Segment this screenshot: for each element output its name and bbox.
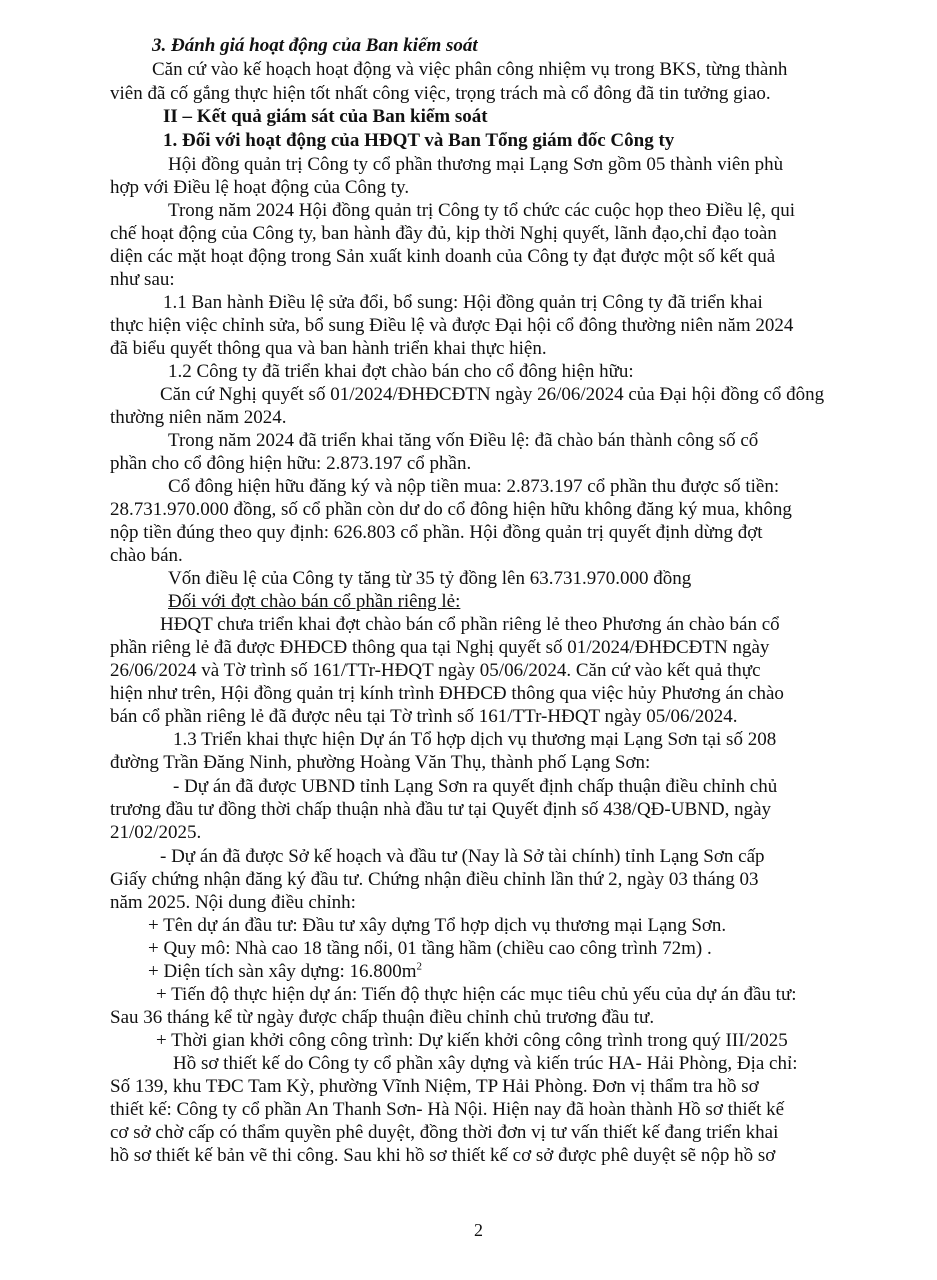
- text-line: 26/06/2024 và Tờ trình số 161/TTr-HĐQT ngày 05/06/2024. Căn cứ vào kết quả thực: [110, 660, 761, 681]
- text-line: Trong năm 2024 đã triển khai tăng vốn Điều lệ: đã chào bán thành công số cổ: [168, 430, 759, 451]
- text-line: trương đầu tư đồng thời chấp thuận nhà đầu tư tại Quyết định số 438/QĐ-UBND, ngày: [110, 799, 772, 820]
- text-line: thiết kế: Công ty cổ phần An Thanh Sơn- Hà Nội. Hiện nay đã hoàn thành Hồ sơ thiết kế: [110, 1099, 785, 1120]
- text-line: Giấy chứng nhận đăng ký đầu tư. Chứng nhận điều chỉnh lần thứ 2, ngày 03 tháng 03: [110, 869, 759, 890]
- text-line: diện các mặt hoạt động trong Sản xuất kinh doanh của Công ty đạt được một số kết quả: [110, 246, 776, 267]
- text-line: Vốn điều lệ của Công ty tăng từ 35 tỷ đồng lên 63.731.970.000 đồng: [168, 568, 692, 589]
- text-line: đường Trần Đăng Ninh, phường Hoàng Văn Thụ, thành phố Lạng Sơn:: [110, 752, 651, 773]
- text-line: viên đã cố gắng thực hiện tốt nhất công việc, trọng trách mà cổ đông đã tin tưởng giao.: [110, 83, 771, 104]
- text-line: như sau:: [110, 269, 175, 290]
- text-line: hiện như trên, Hội đồng quản trị kính trình ĐHĐCĐ thông qua việc hủy Phương án chào: [110, 683, 784, 704]
- text-line: chế hoạt động của Công ty, ban hành đầy đủ, kịp thời Nghị quyết, lãnh đạo,chỉ đạo toàn: [110, 223, 777, 244]
- text-line: + Tên dự án đầu tư: Đầu tư xây dựng Tổ hợp dịch vụ thương mại Lạng Sơn.: [148, 915, 727, 936]
- text-line: Hội đồng quản trị Công ty cổ phần thương mại Lạng Sơn gồm 05 thành viên phù: [168, 154, 784, 175]
- text-line: Trong năm 2024 Hội đồng quản trị Công ty tổ chức các cuộc họp theo Điều lệ, qui: [168, 200, 795, 221]
- text-line: HĐQT chưa triển khai đợt chào bán cổ phần riêng lẻ theo Phương án chào bán cổ: [160, 614, 780, 635]
- text-line: đã biểu quyết thông qua và ban hành triển khai thực hiện.: [110, 338, 547, 359]
- section-ii-heading: II – Kết quả giám sát của Ban kiểm soát: [163, 106, 488, 127]
- text-line: Hồ sơ thiết kế do Công ty cổ phần xây dựng và kiến trúc HA- Hải Phòng, Địa chỉ:: [173, 1053, 798, 1074]
- text-line: 1.1 Ban hành Điều lệ sửa đổi, bổ sung: Hội đồng quản trị Công ty đã triển khai: [163, 292, 763, 313]
- text-line: bán cổ phần riêng lẻ đã được nêu tại Tờ trình số 161/TTr-HĐQT ngày 05/06/2024.: [110, 706, 738, 727]
- text-line: Sau 36 tháng kể từ ngày được chấp thuận điều chỉnh chủ trương đầu tư.: [110, 1007, 655, 1028]
- text-line: 1.2 Công ty đã triển khai đợt chào bán cho cổ đông hiện hữu:: [168, 361, 634, 382]
- section-3-heading: 3. Đánh giá hoạt động của Ban kiểm soát: [152, 35, 478, 56]
- area-superscript: 2: [416, 960, 423, 973]
- text-line: nộp tiền đúng theo quy định: 626.803 cổ phần. Hội đồng quản trị quyết định dừng đợt: [110, 522, 763, 543]
- text-line: - Dự án đã được Sở kế hoạch và đầu tư (Nay là Sở tài chính) tỉnh Lạng Sơn cấp: [160, 846, 765, 867]
- area-text: + Diện tích sàn xây dựng: 16.800m: [148, 961, 417, 982]
- text-line: 1.3 Triển khai thực hiện Dự án Tổ hợp dịch vụ thương mại Lạng Sơn tại số 208: [173, 729, 777, 750]
- underlined-heading: Đối với đợt chào bán cổ phần riêng lẻ:: [168, 591, 461, 612]
- text-line: thường niên năm 2024.: [110, 407, 287, 428]
- text-line: chào bán.: [110, 545, 183, 566]
- text-line: thực hiện việc chỉnh sửa, bổ sung Điều lệ và được Đại hội cổ đông thường niên năm 2024: [110, 315, 794, 336]
- text-line: Căn cứ vào kế hoạch hoạt động và việc phân công nhiệm vụ trong BKS, từng thành: [152, 59, 788, 80]
- text-line: + Tiến độ thực hiện dự án: Tiến độ thực hiện các mục tiêu chủ yếu của dự án đầu tư:: [156, 984, 797, 1005]
- text-line: hợp với Điều lệ hoạt động của Công ty.: [110, 177, 410, 198]
- text-line: phần cho cổ đông hiện hữu: 2.873.197 cổ phần.: [110, 453, 472, 474]
- text-line: hồ sơ thiết kế bản vẽ thi công. Sau khi hồ sơ thiết kế cơ sở được phê duyệt sẽ nộp hồ sơ: [110, 1145, 776, 1166]
- area-line: [148, 962, 422, 981]
- text-line: + Thời gian khởi công công trình: Dự kiến khởi công công trình trong quý III/2025: [156, 1030, 788, 1051]
- text-line: Cổ đông hiện hữu đăng ký và nộp tiền mua: 2.873.197 cổ phần thu được số tiền:: [168, 476, 780, 497]
- page-number: 2: [474, 1220, 483, 1240]
- text-line: Căn cứ Nghị quyết số 01/2024/ĐHĐCĐTN ngày 26/06/2024 của Đại hội đồng cổ đông: [160, 384, 825, 405]
- text-line: Số 139, khu TĐC Tam Kỳ, phường Vĩnh Niệm, TP Hải Phòng. Đơn vị thẩm tra hồ sơ: [110, 1076, 759, 1097]
- text-line: - Dự án đã được UBND tỉnh Lạng Sơn ra quyết định chấp thuận điều chỉnh chủ: [173, 776, 778, 797]
- text-line: năm 2025. Nội dung điều chỉnh:: [110, 892, 356, 913]
- text-line: 21/02/2025.: [110, 822, 202, 843]
- text-line: phần riêng lẻ đã được ĐHĐCĐ thông qua tại Nghị quyết số 01/2024/ĐHĐCĐTN ngày: [110, 637, 770, 658]
- text-line: + Quy mô: Nhà cao 18 tầng nổi, 01 tầng hầm (chiều cao công trình 72m) .: [148, 938, 712, 959]
- text-line: 28.731.970.000 đồng, số cổ phần còn dư do cổ đông hiện hữu không đăng ký mua, không: [110, 499, 792, 520]
- text-line: cơ sở chờ cấp có thẩm quyền phê duyệt, đồng thời đơn vị tư vấn thiết kế đang triển khai: [110, 1122, 779, 1143]
- subsection-1-heading: 1. Đối với hoạt động của HĐQT và Ban Tổng giám đốc Công ty: [163, 130, 675, 151]
